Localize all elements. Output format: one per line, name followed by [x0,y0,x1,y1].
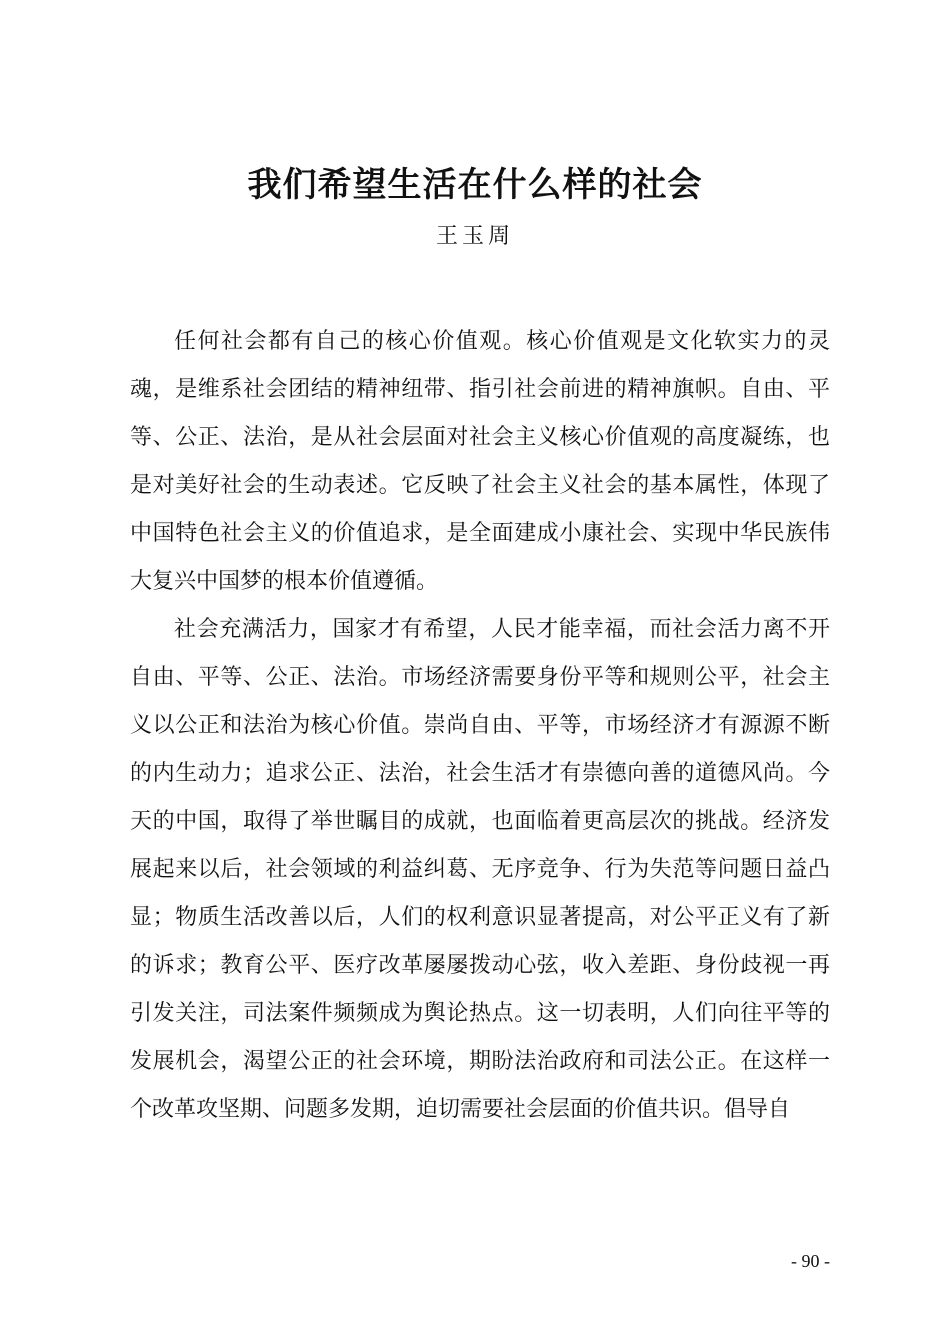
page-title: 我们希望生活在什么样的社会 [247,165,703,205]
paragraph-2: 社会充满活力，国家才有希望，人民才能幸福，而社会活力离不开自由、平等、公正、法治。市场经济需要身份平等和规则公平，社会主义以公正和法治为核心价值。崇尚自由、平等，市场经济才有源源不断的内生动力；追求公正、法治，社会生活才有崇德向善的道德风尚。今天的中国，取得了举世瞩目的成就，也面临着更高层次的挑战。经济发展起来以后，社会领域的利益纠葛、无序竞争、行为失范等问题日益凸显；物质生活改善以后，人们的权利意识显著提高，对公平正义有了新的诉求；教育公平、医疗改革屡屡拨动心弦，收入差距、身份歧视一再引发关注，司法案件频频成为舆论热点。这一切表明，人们向往平等的发展机会，渴望公正的社会环境，期盼法治政府和司法公正。在这样一个改革攻坚期、问题多发期，迫切需要社会层面的价值共识。倡导自 [130,617,830,1122]
author-name: 王玉周 [435,224,514,249]
page-number: - 90 - [791,1251,830,1271]
article-body [130,318,830,1134]
paragraph-1: 任何社会都有自己的核心价值观。核心价值观是文化软实力的灵魂，是维系社会团结的精神纽带、指引社会前进的精神旗帜。自由、平等、公正、法治，是从社会层面对社会主义核心价值观的高度凝练，也是对美好社会的生动表述。它反映了社会主义社会的基本属性，体现了中国特色社会主义的价值追求，是全面建成小康社会、实现中华民族伟大复兴中国梦的根本价值遵循。 [130,329,830,594]
